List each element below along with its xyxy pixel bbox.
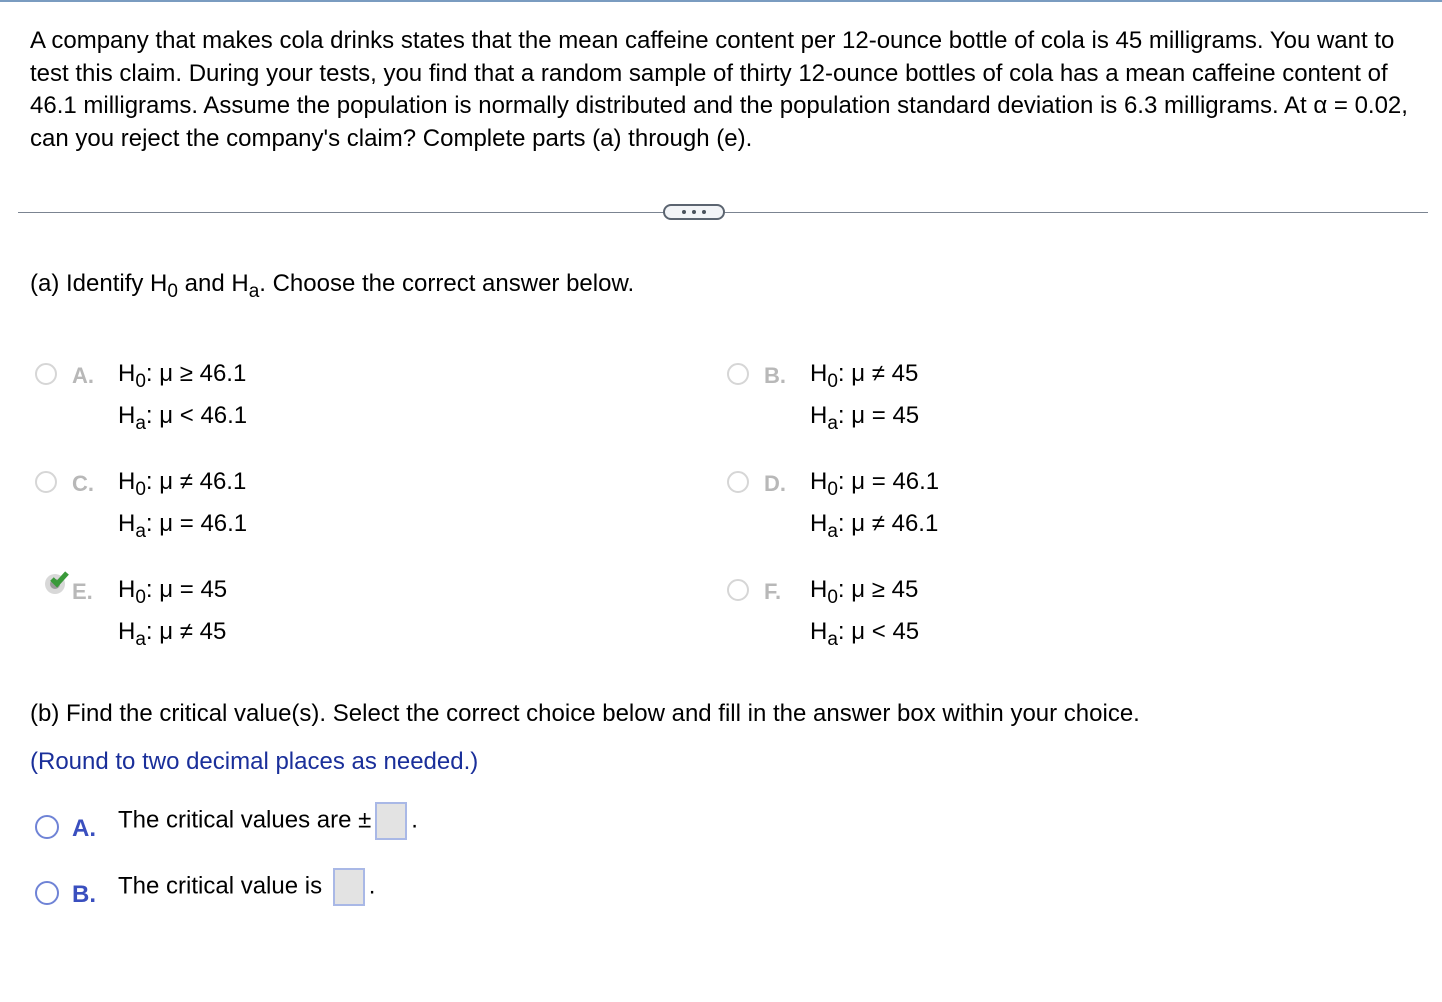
- radio-a-option-f[interactable]: [727, 579, 749, 601]
- part-a-prompt: (a) Identify $H_0$ and $H_a$. Choose the correct answer below.: [30, 270, 635, 302]
- option-letter: D.: [764, 471, 786, 496]
- radio-a-option-b[interactable]: [727, 363, 749, 385]
- option-letter: A.: [72, 815, 96, 842]
- radio-a-option-a[interactable]: [35, 363, 57, 385]
- option-b-text: The critical value is .: [118, 868, 375, 906]
- alternative-hypothesis[interactable]: $H_a$: μ < 45: [810, 618, 920, 650]
- dot-icon: [692, 210, 696, 214]
- question-text: A company that makes cola drinks states that the mean caffeine content per 12-ounce bottle of cola is 45 milligrams. You want to test this claim. During your tests, you find that a random sample of thirty 12-ounce bottles of cola has a mean caffeine content of 46.1 milligrams. Assume the population is normally distributed and the population standard deviation is 6.3 milligrams. At α = 0.02, can you reject the company's claim? Complete parts (a) through (e).: [30, 27, 1408, 152]
- null-hypothesis[interactable]: $H_0$: μ ≠ 46.1: [118, 468, 247, 500]
- alternative-hypothesis[interactable]: $H_a$: μ = 45: [810, 402, 920, 434]
- expand-more-button[interactable]: [663, 204, 725, 220]
- radio-b-option-b[interactable]: [35, 881, 59, 905]
- null-hypothesis[interactable]: $H_0$: μ ≥ 45: [810, 576, 919, 608]
- alternative-hypothesis[interactable]: $H_a$: μ ≠ 45: [118, 618, 227, 650]
- option-letter: E.: [72, 579, 93, 604]
- top-border: [0, 0, 1442, 2]
- null-hypothesis[interactable]: $H_0$: μ ≠ 45: [810, 360, 919, 392]
- alternative-hypothesis[interactable]: $H_a$: μ < 46.1: [118, 402, 248, 434]
- checkmark-icon: [44, 570, 70, 596]
- rounding-hint: (Round to two decimal places as needed.): [30, 748, 479, 775]
- radio-b-option-a[interactable]: [35, 815, 59, 839]
- critical-value-input[interactable]: [333, 868, 365, 906]
- option-letter: B.: [72, 881, 96, 908]
- alternative-hypothesis[interactable]: $H_a$: μ ≠ 46.1: [810, 510, 939, 542]
- radio-a-option-d[interactable]: [727, 471, 749, 493]
- part-b-prompt: (b) Find the critical value(s). Select the correct choice below and fill in the answer box within your choice.: [30, 700, 1140, 727]
- option-a-text: The critical values are ± .: [118, 802, 418, 840]
- radio-a-option-c[interactable]: [35, 471, 57, 493]
- null-hypothesis[interactable]: $H_0$: μ ≥ 46.1: [118, 360, 247, 392]
- dot-icon: [682, 210, 686, 214]
- null-hypothesis[interactable]: $H_0$: μ = 45: [118, 576, 228, 608]
- option-letter: A.: [72, 363, 94, 388]
- option-letter: C.: [72, 471, 94, 496]
- null-hypothesis[interactable]: $H_0$: μ = 46.1: [810, 468, 940, 500]
- alternative-hypothesis[interactable]: $H_a$: μ = 46.1: [118, 510, 248, 542]
- option-letter: F.: [764, 579, 782, 604]
- dot-icon: [702, 210, 706, 214]
- option-letter: B.: [764, 363, 786, 388]
- critical-values-input[interactable]: [375, 802, 407, 840]
